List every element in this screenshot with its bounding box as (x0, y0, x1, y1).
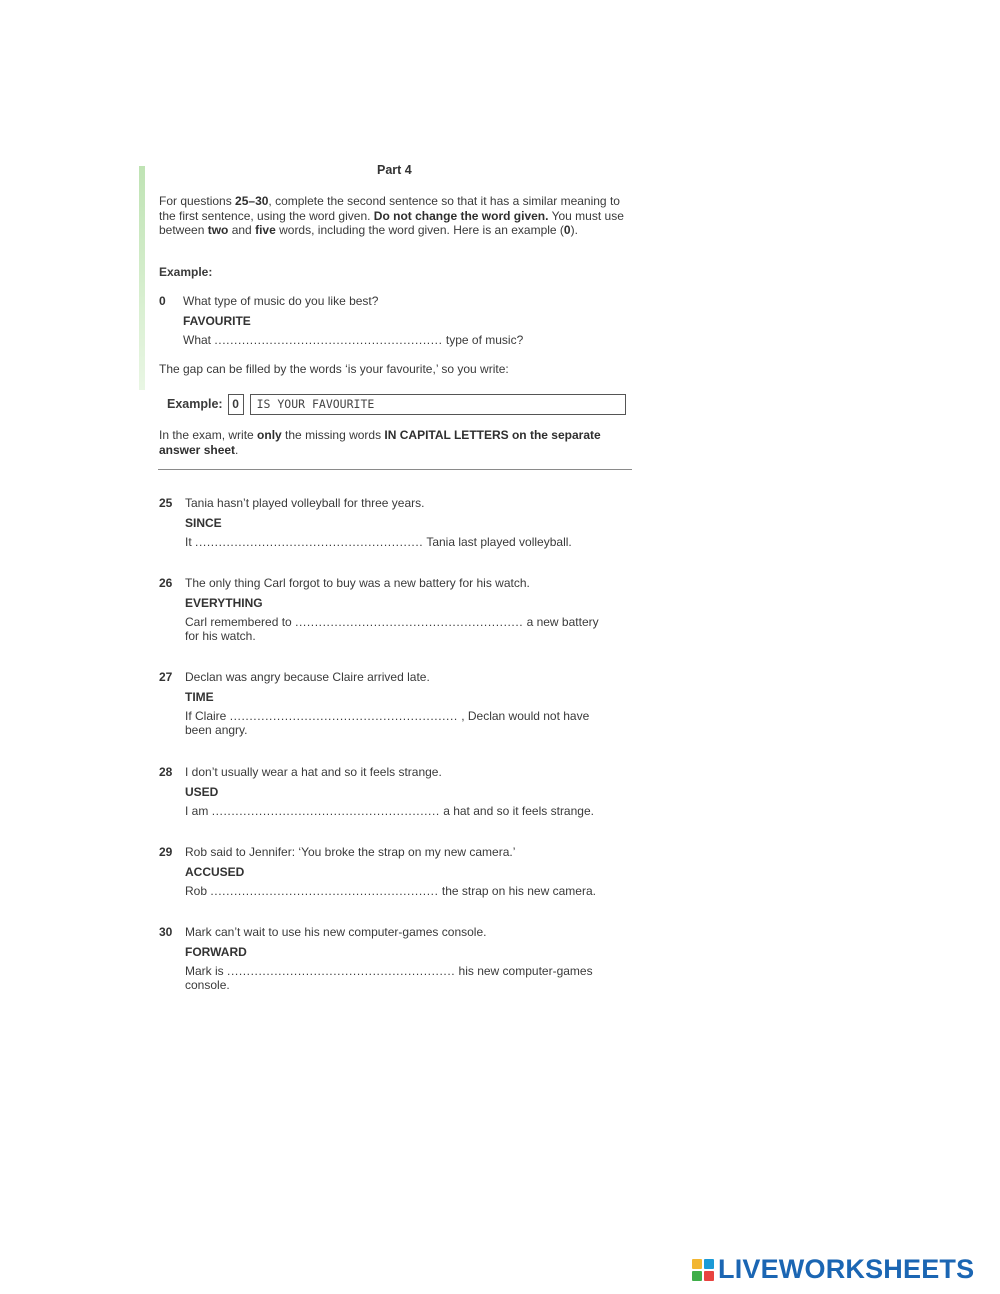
question-number: 26 (159, 576, 173, 590)
gap-before-text: I am (185, 804, 209, 818)
gap-before-text: Carl remembered to (185, 615, 292, 629)
question-keyword: ACCUSED (185, 865, 245, 879)
question-gap-line (185, 804, 594, 819)
gap-before-text: Rob (185, 884, 208, 898)
gap-line-continuation: for his watch. (185, 629, 256, 643)
example-dots: .......................................................... (214, 333, 443, 347)
question-gap-line (185, 535, 572, 550)
logo-square (704, 1259, 714, 1269)
question-keyword: EVERYTHING (185, 596, 263, 610)
question-number: 27 (159, 670, 173, 684)
logo-square (704, 1271, 714, 1281)
question-keyword: FORWARD (185, 945, 247, 959)
question-keyword: USED (185, 785, 219, 799)
example-box-label: Example: (167, 397, 223, 411)
question-sentence: The only thing Carl forgot to buy was a new battery for his watch. (185, 576, 530, 590)
example-number: 0 (159, 294, 166, 308)
answer-gap[interactable]: .......................................................... (229, 709, 458, 723)
question-sentence: Tania hasn’t played volleyball for three years. (185, 496, 425, 510)
answer-gap[interactable]: .......................................................... (227, 964, 456, 978)
question-sentence: I don’t usually wear a hat and so it feels strange. (185, 765, 442, 779)
question-number: 25 (159, 496, 173, 510)
question-gap-line (185, 709, 589, 724)
gap-after-text: his new computer-games (458, 964, 593, 978)
question-gap-line (185, 964, 593, 979)
gap-line-continuation: been angry. (185, 723, 248, 737)
margin-highlight-bar (139, 166, 145, 390)
gap-before-text: It (185, 535, 192, 549)
question-keyword: SINCE (185, 516, 222, 530)
logo-square (692, 1271, 702, 1281)
answer-gap[interactable]: .......................................................... (195, 535, 424, 549)
example-answer-row (167, 393, 626, 415)
example-heading: Example: (159, 265, 213, 279)
question-number: 29 (159, 845, 173, 859)
answer-gap[interactable]: .......................................................... (211, 804, 440, 818)
gap-after-text: a hat and so it feels strange. (443, 804, 594, 818)
gap-after-text: Tania last played volleyball. (426, 535, 572, 549)
example-after: type of music? (445, 333, 524, 347)
question-number: 30 (159, 925, 173, 939)
example-box-answer: IS YOUR FAVOURITE (250, 394, 626, 415)
example-sentence: What type of music do you like best? (183, 294, 379, 308)
question-sentence: Mark can’t wait to use his new computer-games console. (185, 925, 487, 939)
question-gap-line (185, 615, 599, 630)
divider-line (158, 469, 632, 470)
question-gap-line (185, 884, 596, 899)
question-number: 28 (159, 765, 173, 779)
gap-before-text: Mark is (185, 964, 224, 978)
question-keyword: TIME (185, 690, 214, 704)
gap-after-text: a new battery (526, 615, 599, 629)
question-sentence: Declan was angry because Claire arrived late. (185, 670, 430, 684)
part-title: Part 4 (377, 163, 412, 177)
example-box-number: 0 (228, 394, 244, 415)
gap-after-text: , Declan would not have (461, 709, 590, 723)
gap-note: The gap can be filled by the words ‘is your favourite,’ so you write: (159, 362, 509, 376)
logo-squares-icon (692, 1259, 714, 1281)
example-before: What (183, 333, 212, 347)
example-keyword: FAVOURITE (183, 314, 251, 328)
logo-text: LIVEWORKSHEETS (718, 1254, 975, 1284)
gap-after-text: the strap on his new camera. (441, 884, 596, 898)
logo-square (692, 1259, 702, 1269)
capitals-note: In the exam, write only the missing words IN CAPITAL LETTERS on the separate answer sheet. (159, 428, 601, 457)
answer-gap[interactable]: .......................................................... (210, 884, 439, 898)
gap-before-text: If Claire (185, 709, 227, 723)
question-sentence: Rob said to Jennifer: ‘You broke the strap on my new camera.’ (185, 845, 516, 859)
gap-line-continuation: console. (185, 978, 230, 992)
example-gap-line (183, 333, 523, 348)
instructions: For questions 25–30, complete the second sentence so that it has a similar meaning to the first sentence, using the word given. Do not change the word given. You must use between two and five words, including the word given. Here is an example (0). (159, 194, 624, 237)
liveworksheets-logo (692, 1254, 974, 1285)
answer-gap[interactable]: .......................................................... (295, 615, 524, 629)
